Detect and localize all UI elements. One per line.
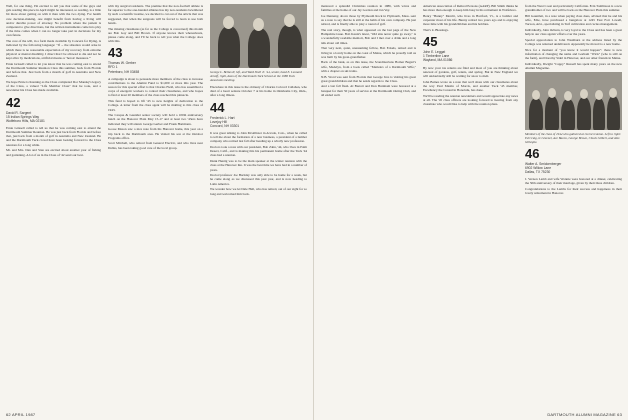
right-column-1: [321, 4, 416, 99]
body-paragraph: Nice for a moment of "you know it would happen": there is new information of changing the name and Gorham "Wick" (who is still on the farm), and Dorothy Stahl in Hanover, and our other friends in Maine.: [525, 47, 622, 61]
body-paragraph: The Casque & Gauntlet senior society will hold a 100th anniversary lunch on the Hanover Plain May 15-17 and at least two '43ers have indicated they will attend. George Gerber and Frank Hartmann.: [108, 113, 203, 126]
class-secretary-address: John E. Leggat 1 Timberline Lane Wayland, MA 01086: [423, 50, 453, 63]
right-column-2: [423, 4, 518, 108]
body-paragraph: We'll be reading the reunion newsletters and would appreciate any news at all. The '45 class officers are looking forward to hearing from any classmate who would like to help with the reunion plans.: [423, 93, 518, 107]
body-paragraph: with my surgical residents. The premise that the non-football athlete is far superior to the one-handed athletes has my non-residents bewildered by such a scientific treatise, we decided to cut out of the article that was suggested, that when the surgeons will be forced to learn to use both hands.: [108, 4, 203, 25]
body-paragraph: It was great talking to John McAllister in Arvada, Colo., when he called to tell me about the formation of a new business, a president of a lumber company who retired last fall after heading up a wholly new profession.: [210, 130, 307, 144]
photo-caption: Members of the class of 1944 who gathered at recent reunion. Left to right: Ed Craig, le Greener, Ace Bacon, George Brown, Chuck Gilbert, and Alex Gillespie.: [525, 131, 621, 144]
class-secretary-address: Frederick L. Hart Lovejoy Hill Concord, NH 03301: [210, 115, 240, 128]
body-paragraph: Bill Gauntlett, in a note when paying class dues, advised that he and his wife, Edie, have purchased a bungalow at 1245 East Fort Lowell, Tucson, Ariz., specializing in Turf cultivation and cactus management.: [525, 13, 622, 27]
body-paragraph: John Baines wrote us a note that we'd share with our classmates about the way Paul Mastin of Morris, and another Tuck '45 member, Excellency the Consul in Honolulu, has done.: [423, 79, 518, 93]
body-paragraph: Dunk Hentig was to be the main speaker at the winter reunion with the class at the Hanover Inn. It was the best time we have had in a number of years.: [210, 159, 307, 172]
body-paragraph: Special appreciation to John Washburn at the address listed by the College was returned undelivered. Apparently he moved to a new home.: [525, 37, 622, 47]
page-folio-right: DARTMOUTH ALUMNI MAGAZINE 63: [547, 412, 622, 417]
reunion-photo: [525, 72, 622, 130]
body-paragraph: mentored a splendid Christmas reunion in 1986, with wives and families at the home of our Jay Gordon and Jan Vey.: [321, 4, 416, 13]
left-column-3: [210, 4, 307, 197]
class-year-heading: 43: [108, 45, 123, 61]
group-photo: [210, 4, 307, 68]
body-paragraph: The core of the will, in a form made available by Concern for Dying, is indicated by the following language: "If ... the situation would arise in which there is no reasonable expectation of my recovery from extreme physical or mental disability, I direct that I be allowed to die and not be kept alive by medications, artificial means or 'heroic measures.'": [6, 39, 101, 60]
body-paragraph: Well, for one thing, I'm excited to tell you that some of the guys and gals reading this piece in April might be interested, so reading, is a little bit more about getting on with it than with the two dying. For health care decision-making, one might benefit from having a living will and/or durable power of attorney. No problem where the patient is competent to give directions, but the written instruments come into play if the time comes when I can no longer take part in decisions for my own future.: [6, 4, 101, 38]
body-paragraph: That's it. Blessings.: [423, 28, 449, 33]
body-paragraph: from the West Coast and particularly California. Erin Tomlinson is a new grandmother of two and will be back on the Hanover Plain this summer.: [525, 4, 622, 13]
body-paragraph: Back of the bank, as on this issue, the Scandinavians Homer Bagart's wife, Madelyn, from a book called "Memoirs of a Dartmouth Wife," with a chapter on ski trains.: [321, 60, 416, 73]
class-secretary-address: Thomas W. Gerber RFD 1 Peterboro, NH 03458: [108, 61, 140, 74]
body-paragraph: American Association of Retired Persons (AARP). Bill Smith thinks he has more than enough to keep him busy in his retirement in Wolfeboro.: [423, 4, 518, 13]
class-year-heading: 45: [423, 34, 438, 50]
class-year-heading: 44: [210, 99, 225, 115]
class-secretary-address: Walter A. Smickenberger 6902 Willow Lane Dallas, TX 75230: [525, 161, 562, 175]
body-paragraph: We hope Ernie is listening as the Class completed Doc Mansky's legacy of the Class, a valued "Life Member Class" that he took, and a newsletter his Class has made available.: [6, 79, 101, 93]
body-paragraph: Doctor/professor Joe Buckley was only able to be home for a week, but he came along as we discussed this past year, and is now heading to Latin America.: [210, 173, 307, 186]
body-paragraph: Scott Mitchell, who retired from General Electric, and who lives near Dallas, has been taking good care of the local group.: [108, 141, 203, 150]
body-paragraph: Individually, Dwight "Cappy" Russell has spent many years on the new Alumni Magazine.: [525, 61, 622, 71]
photo-caption: George L. Bellas II, left, and Ward Shell Jr. '44, senior, head E. Leonard Arnoff, right, dean of the Dartmouth Tuck School at the 1986 Tuck Associates meeting.: [210, 70, 302, 82]
body-paragraph: Ernie Grissell called to let you know that he was coming east to attend the Dartmouth Summer Reunion Class this summer, back from Florida and before that. Just back from a month of golf in Australia and New Zealand.: [6, 61, 101, 79]
body-paragraph: The missing classmates (as far as the College is concerned) this month are Bob Gay and Bill Brown. If anyone knows their whereabouts, please come along, and I'll be back to tell you what the College does with this.: [108, 26, 203, 44]
body-paragraph: This fund is hoped to lift '43 to new heights of dedication to the College. A letter from the class agent will be mailing to this class of 1943.: [108, 99, 203, 112]
body-paragraph: That very next, quiet, unassuming fellow, Bob Eckels, retired and is living in a lovely home on the coast of Maine, which he proudly told us was built by his great-grandfather.: [321, 46, 416, 59]
class-year-heading: 42: [6, 94, 21, 110]
body-paragraph: The real story, though, is what appeared on the last page of the New Hampshire issue. Bob Kautz's latest, "Old sins never quite go away," is a wonderfully readable memoir, Bob and I met over a drink and a long talk about old times.: [321, 28, 416, 45]
body-paragraph: A campaign is about to persuade more members of the class to increase contributions to the Alumni Fund to $1,000 or more this year. The reason for this special effort is that Charles Field, who has assembled a corps of energetic workers to contact their classmates, and who hopes to find at least 20 members of the class reached this pinnacle.: [108, 76, 203, 98]
body-paragraph: Doctors took a note with our president, Bob Zahn, '44, who lives in Palm Desert, Calif., and is making this his permanent home after the Tuck '44 class had a reunion.: [210, 145, 307, 158]
body-paragraph: Individually, John Ozburn, is very loyal to the Class and has been a great help in our class agents' efforts over the years.: [525, 28, 622, 37]
right-column-3: [525, 4, 622, 197]
body-paragraph: Goose Mason saw a nice note from his Hanover home, this year on a trip back to the Dartmouth area. He visited his son at the Outdoor Programs office.: [108, 127, 203, 140]
right-page: [314, 0, 628, 420]
left-column-2: [108, 4, 203, 151]
body-paragraph: N.B. Word was sent from Florida that George Ives is visiting his great great grandchildren and that he sends regards to the Class.: [321, 74, 416, 83]
body-paragraph: We wonder how we let Dale Hall, who has retired, out of our sight for so long and welcomed him back.: [210, 187, 307, 196]
body-paragraph: Ernie Grissell called to tell us that he was coming east to attend the Dartmouth Summer Reunion. He was just back from Florida and before that, just back from a month of golf in Australia and New Zealand. He and the Dartmouth Tuck crowd have been looking forward to the Class reunions for a long while.: [6, 125, 101, 147]
body-paragraph: Joe Dennany, above those by Plymouth Rock in Plymouth, Mass. sent us a note to say that he is still at the helm of his own company. He just retired, and is finally able to play a round of golf.: [321, 13, 416, 27]
body-paragraph: Elsewhere in this issue is the obituary of Charles Colcord Callahan, who died of a heart seizure October 7 at his home in Oklahoma City, Okla., after a long illness.: [210, 85, 307, 98]
class-secretary-address: David R. Sargent 15 Indian Springs Way Wolfeboro Hills, MA 02181: [6, 110, 45, 123]
body-paragraph: By now your tax returns are filed and most of you are thinking about renewal of gardens, golf, tennis, and spring. But in New England we will undoubtedly still be waiting for snow to melt.: [423, 65, 518, 78]
body-paragraph: Mr. and Mrs. Dan and Stan are excited about another year of fishing and gardening. A lot of us in the Class of '42 send our best.: [6, 148, 101, 157]
left-column-1: [6, 4, 101, 158]
class-year-heading: 46: [525, 145, 540, 161]
body-paragraph: And a last fall flash. Al Barrett and Don Burnham were honored at a banquet for their 50 years of service at the Dartmouth Outing Club, and all ended well.: [321, 84, 416, 97]
body-paragraph: J. Vernon Lamb and wife Wonnie were honored at a dinner, celebrating the 50th anniversary of their marriage, given by their three children.: [525, 177, 622, 186]
page-folio-left: 62 APRIL 1987: [6, 412, 36, 417]
body-paragraph: Henry "Bunny" Merritt, who lives in Hartford, Vt., is a builder and carpenter most of his life. Bunny retired two years ago and is enjoying more time with his grandchildren and his hobbies.: [423, 13, 518, 27]
body-paragraph: Congratulations to the Lambs for their success and happiness in their lovely retirement in Hanover.: [525, 187, 622, 196]
